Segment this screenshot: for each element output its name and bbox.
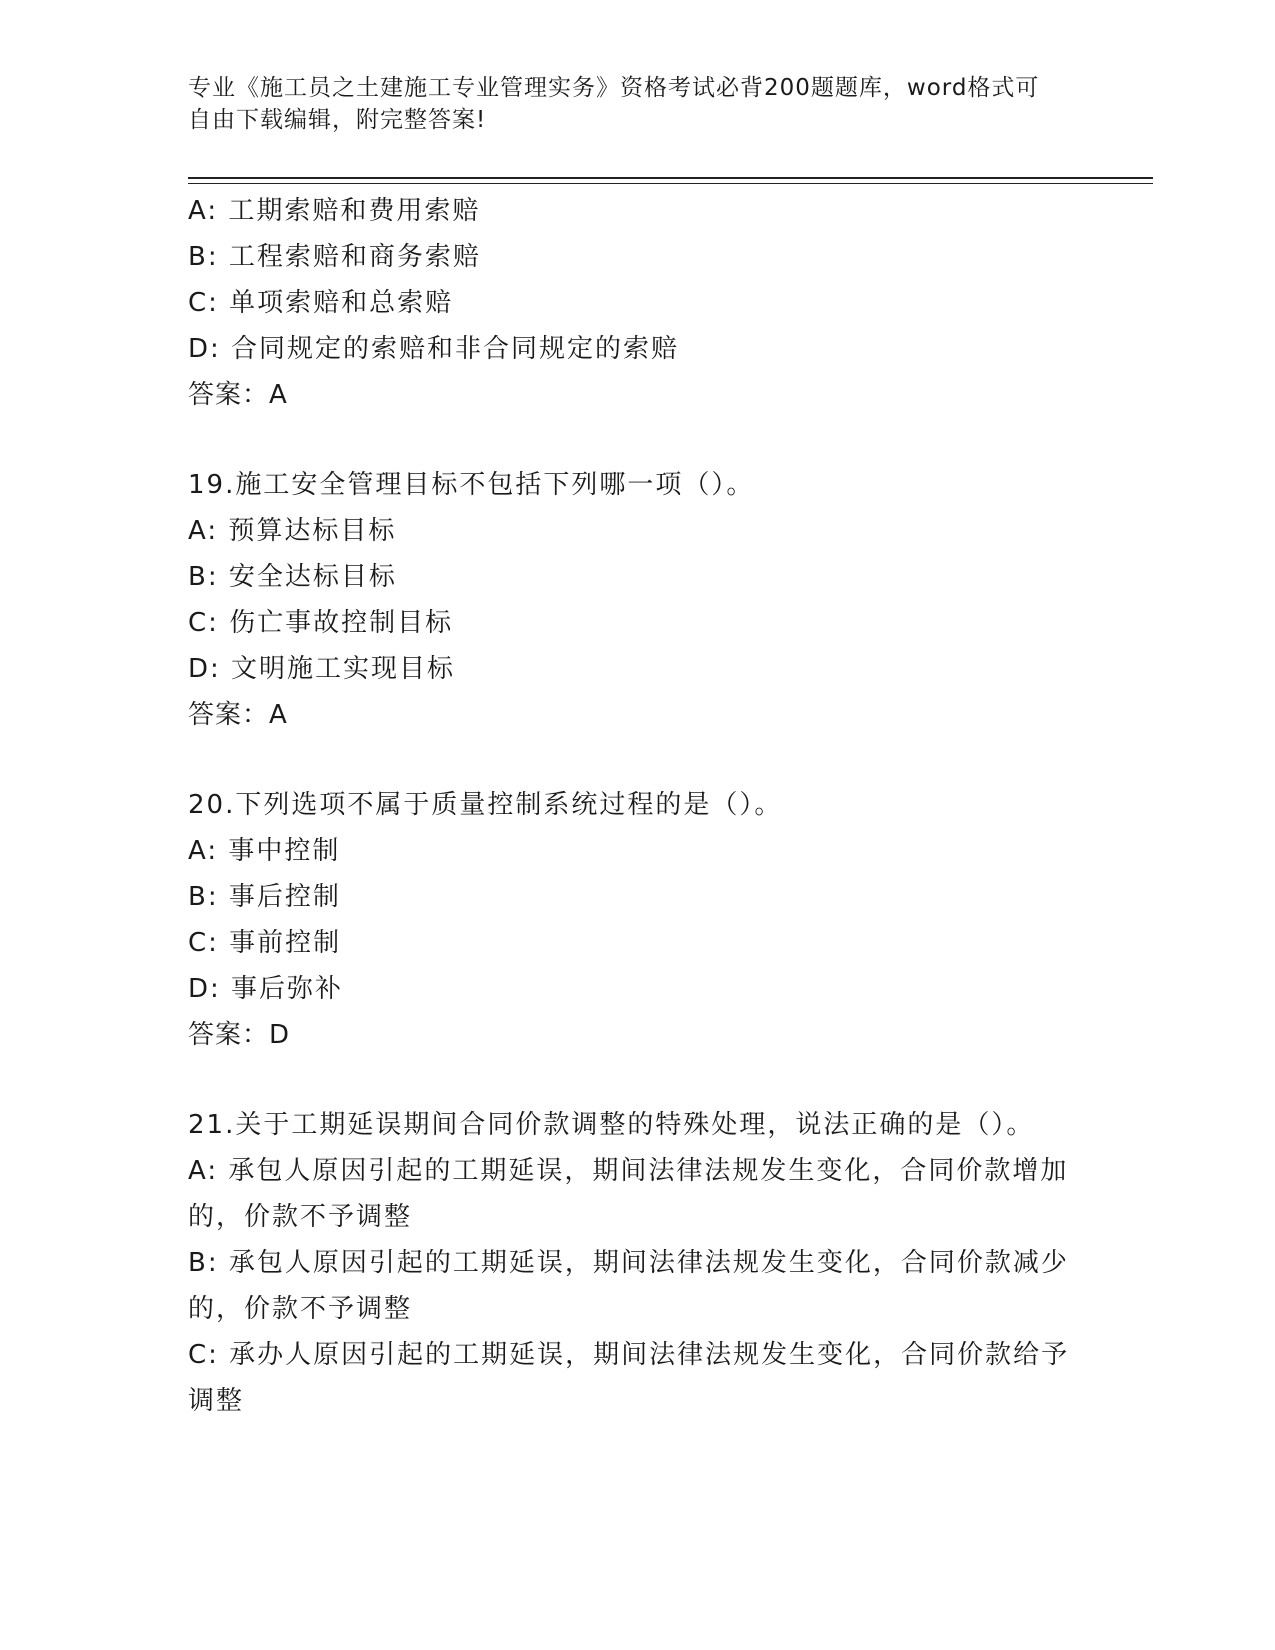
question-text: 21.关于工期延误期间合同价款调整的特殊处理，说法正确的是（）。 [188,1110,1035,1140]
question-18 [188,188,1088,418]
option-d: D: 文明施工实现目标 [188,654,456,684]
option-b: B: 承包人原因引起的工期延误，期间法律法规发生变化，合同价款减少的，价款不予调整 [188,1248,1069,1324]
question-text: 20.下列选项不属于质量控制系统过程的是（）。 [188,790,783,820]
option-d: D: 合同规定的索赔和非合同规定的索赔 [188,334,680,364]
question-text: 19.施工安全管理目标不包括下列哪一项（）。 [188,470,755,500]
header-divider-thick [188,177,1153,179]
option-d: D: 事后弥补 [188,974,344,1004]
question-list [188,188,1088,1424]
header-line-2: 自由下载编辑，附完整答案! [188,107,487,133]
option-a: A: 事中控制 [188,836,341,866]
spacer [188,738,1088,782]
header-line-1: 专业《施工员之土建施工专业管理实务》资格考试必背200题题库，word格式可 [188,75,1040,101]
option-c: C: 事前控制 [188,928,342,958]
question-20 [188,782,1088,1058]
option-c: C: 单项索赔和总索赔 [188,288,454,318]
option-c: C: 伤亡事故控制目标 [188,608,454,638]
document-header [188,72,1068,136]
spacer [188,418,1088,462]
option-b: B: 工程索赔和商务索赔 [188,242,481,272]
option-c: C: 承办人原因引起的工期延误，期间法律法规发生变化，合同价款给予调整 [188,1340,1070,1416]
answer: 答案：D [188,1020,291,1050]
option-b: B: 安全达标目标 [188,562,397,592]
answer: 答案：A [188,380,288,410]
option-b: B: 事后控制 [188,882,341,912]
question-19 [188,462,1088,738]
option-a: A: 承包人原因引起的工期延误，期间法律法规发生变化，合同价款增加的，价款不予调整 [188,1156,1069,1232]
spacer [188,1058,1088,1102]
answer: 答案：A [188,700,288,730]
question-21 [188,1102,1088,1424]
option-a: A: 预算达标目标 [188,516,397,546]
option-a: A: 工期索赔和费用索赔 [188,196,481,226]
header-divider-thin [188,183,1153,184]
